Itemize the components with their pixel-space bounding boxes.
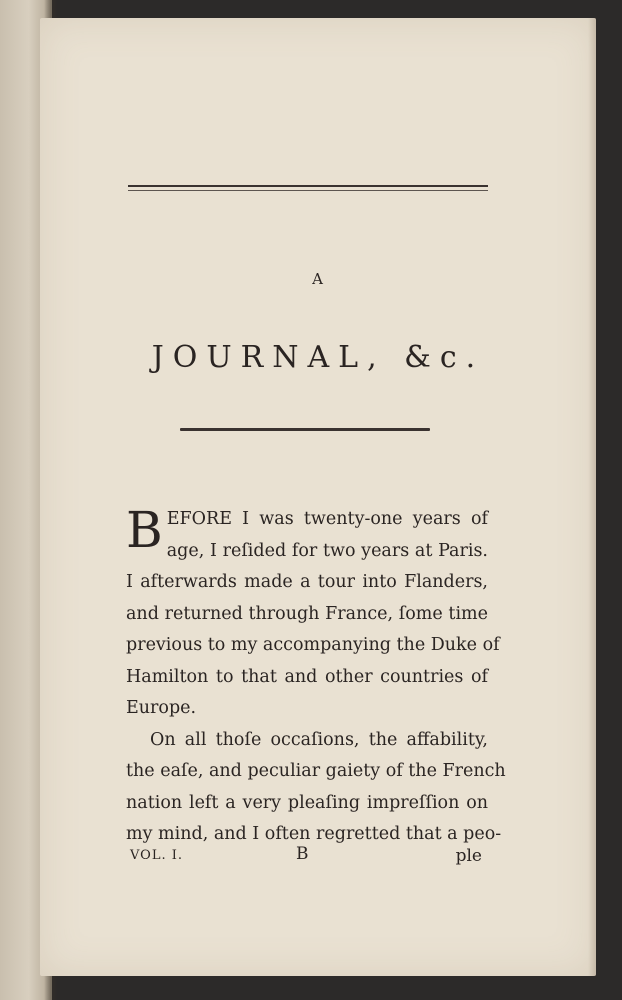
text-line: EFORE I was twenty-one years of [166,509,488,529]
text-line: previous to my accompanying the Duke of [126,635,500,655]
text-line: On all thoſe occaſions, the affability, [150,729,488,750]
text-line: Hamilton to that and other countries of [126,666,488,687]
body-text [126,501,506,851]
title-rule [180,428,430,431]
text-line: age, I reſided for two years at Paris. [166,540,488,561]
page-title: JOURNAL, &c. [151,340,485,375]
text-line: and returned through France, ſome time [126,603,488,624]
text-line: I afterwards made a tour into Flanders, [126,572,488,592]
text-line: my mind, and I often regretted that a peo- [126,824,502,844]
text-line: the eaſe, and peculiar gaiety of the French [126,761,506,781]
text-line: nation left a very pleaſing impreſſion on [126,792,488,813]
heading-article: A [312,270,324,288]
catchword: ple [455,846,482,866]
signature-mark: B [296,844,309,864]
text-line: Europe. [126,698,197,718]
drop-cap: B [126,501,163,559]
book-page [40,18,596,976]
volume-mark: VOL. I. [130,848,183,863]
top-double-rule [128,185,488,187]
page-footer [130,844,482,874]
top-double-rule-lower [128,190,488,191]
